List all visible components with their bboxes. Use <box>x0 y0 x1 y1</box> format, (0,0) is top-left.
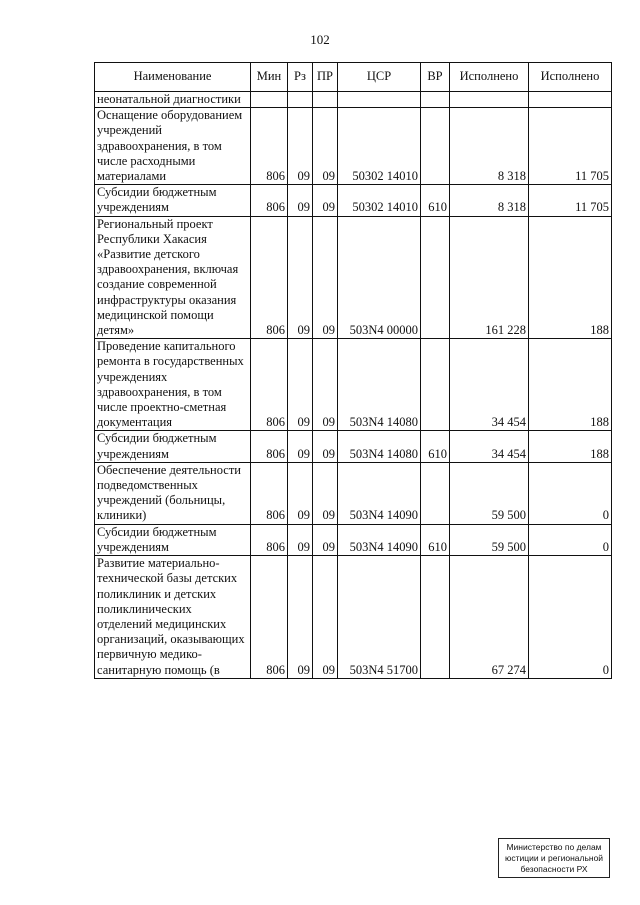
table-row <box>95 431 612 462</box>
row-min: 806 <box>251 108 288 185</box>
row-executed-1: 59 500 <box>450 462 529 524</box>
row-executed-2: 0 <box>529 462 612 524</box>
row-vr: 610 <box>421 185 450 216</box>
row-executed-1: 8 318 <box>450 108 529 185</box>
row-csr: 503N4 14080 <box>338 339 421 431</box>
header-vr: ВР <box>421 63 450 92</box>
row-pr: 09 <box>313 185 338 216</box>
row-csr <box>338 92 421 108</box>
row-name: Обеспечение деятельности подведомственных учреждений (больницы, клиники) <box>95 462 251 524</box>
row-min: 806 <box>251 462 288 524</box>
row-executed-1: 34 454 <box>450 339 529 431</box>
row-min: 806 <box>251 216 288 339</box>
table-row <box>95 92 612 108</box>
row-rz: 09 <box>288 431 313 462</box>
header-pr: ПР <box>313 63 338 92</box>
header-executed-1: Исполнено <box>450 63 529 92</box>
table-row <box>95 185 612 216</box>
header-executed-2: Исполнено <box>529 63 612 92</box>
row-executed-2: 188 <box>529 339 612 431</box>
row-name: Проведение капитального ремонта в государственных учреждениях здравоохранения, в том числе проектно-сметная документация <box>95 339 251 431</box>
row-vr <box>421 108 450 185</box>
table-row <box>95 339 612 431</box>
row-rz: 09 <box>288 185 313 216</box>
row-name: Субсидии бюджетным учреждениям <box>95 524 251 555</box>
row-name: Региональный проект Республики Хакасия «Развитие детского здравоохранения, включая создание современной инфраструктуры оказания медицинской помощи детям» <box>95 216 251 339</box>
row-vr <box>421 339 450 431</box>
row-pr: 09 <box>313 431 338 462</box>
row-csr: 503N4 14090 <box>338 524 421 555</box>
row-vr <box>421 556 450 679</box>
header-rz: Рз <box>288 63 313 92</box>
row-vr <box>421 92 450 108</box>
row-vr <box>421 462 450 524</box>
row-executed-2: 11 705 <box>529 185 612 216</box>
row-executed-1 <box>450 92 529 108</box>
row-pr: 09 <box>313 556 338 679</box>
row-name: Оснащение оборудованием учреждений здравоохранения, в том числе расходными материалами <box>95 108 251 185</box>
row-min: 806 <box>251 431 288 462</box>
row-executed-2: 188 <box>529 431 612 462</box>
row-pr <box>313 92 338 108</box>
row-name: Развитие материально-технической базы детских поликлиник и детских поликлинических отделений медицинских организаций, оказывающих первичную медико-санитарную помощь (в <box>95 556 251 679</box>
row-min: 806 <box>251 339 288 431</box>
row-executed-1: 8 318 <box>450 185 529 216</box>
row-pr: 09 <box>313 524 338 555</box>
row-csr: 503N4 00000 <box>338 216 421 339</box>
row-rz: 09 <box>288 216 313 339</box>
row-rz <box>288 92 313 108</box>
table-row <box>95 556 612 679</box>
header-min: Мин <box>251 63 288 92</box>
row-csr: 50302 14010 <box>338 185 421 216</box>
ministry-stamp <box>498 838 610 878</box>
row-csr: 503N4 51700 <box>338 556 421 679</box>
row-rz: 09 <box>288 462 313 524</box>
row-executed-1: 59 500 <box>450 524 529 555</box>
row-csr: 503N4 14080 <box>338 431 421 462</box>
row-executed-2: 11 705 <box>529 108 612 185</box>
table-row <box>95 524 612 555</box>
table-row <box>95 216 612 339</box>
row-name: Субсидии бюджетным учреждениям <box>95 431 251 462</box>
budget-table <box>94 62 612 679</box>
row-min: 806 <box>251 524 288 555</box>
row-executed-2: 0 <box>529 524 612 555</box>
row-pr: 09 <box>313 462 338 524</box>
header-csr: ЦСР <box>338 63 421 92</box>
row-rz: 09 <box>288 108 313 185</box>
page-number: 102 <box>310 32 330 47</box>
row-name: Субсидии бюджетным учреждениям <box>95 185 251 216</box>
row-min: 806 <box>251 185 288 216</box>
row-vr <box>421 216 450 339</box>
table-row <box>95 108 612 185</box>
table-header-row <box>95 63 612 92</box>
row-pr: 09 <box>313 216 338 339</box>
row-vr: 610 <box>421 431 450 462</box>
row-rz: 09 <box>288 339 313 431</box>
row-csr: 50302 14010 <box>338 108 421 185</box>
row-csr: 503N4 14090 <box>338 462 421 524</box>
row-executed-1: 161 228 <box>450 216 529 339</box>
header-name: Наименование <box>95 63 251 92</box>
row-executed-2: 0 <box>529 556 612 679</box>
row-min <box>251 92 288 108</box>
row-vr: 610 <box>421 524 450 555</box>
row-executed-1: 67 274 <box>450 556 529 679</box>
row-rz: 09 <box>288 524 313 555</box>
row-executed-2 <box>529 92 612 108</box>
row-name: неонатальной диагностики <box>95 92 251 108</box>
row-min: 806 <box>251 556 288 679</box>
stamp-line-3: безопасности РХ <box>520 864 588 874</box>
stamp-line-1: Министерство по делам <box>506 842 602 852</box>
row-executed-1: 34 454 <box>450 431 529 462</box>
row-pr: 09 <box>313 339 338 431</box>
row-executed-2: 188 <box>529 216 612 339</box>
row-pr: 09 <box>313 108 338 185</box>
stamp-line-2: юстиции и региональной <box>504 853 604 863</box>
table-row <box>95 462 612 524</box>
row-rz: 09 <box>288 556 313 679</box>
